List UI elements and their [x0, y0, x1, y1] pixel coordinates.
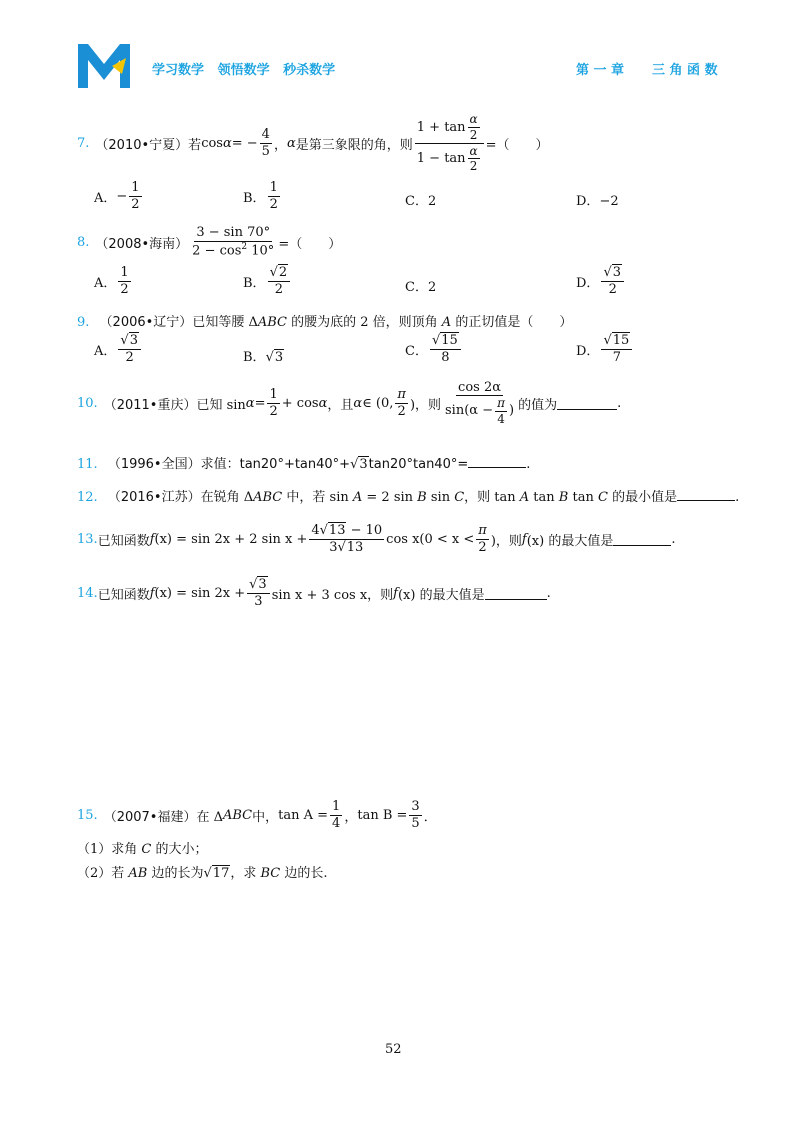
- frac-num: α: [469, 112, 478, 127]
- q12-text-7: tan: [568, 490, 598, 505]
- q10-alpha-2: α: [318, 395, 328, 411]
- q8-option-b: B． $\frac{√2}{2}$: [243, 266, 292, 296]
- part-text-2: 的大小；: [151, 842, 208, 857]
- radicand: 3: [274, 350, 284, 365]
- q11-text: 求值：tan20°+tan40°+: [200, 457, 351, 472]
- q14-text: 已知函数: [97, 587, 150, 603]
- frac-den: 2: [120, 281, 129, 297]
- answer-blank[interactable]: [557, 397, 617, 410]
- q9-option-a: A． $\frac{√3}{2}$: [94, 334, 143, 364]
- frac-den: 2: [125, 349, 134, 365]
- q7-eq: = −: [231, 135, 258, 151]
- frac-den: 2: [269, 403, 278, 419]
- q12-text-2: 中，若 sin: [282, 490, 353, 505]
- question-13: [77, 519, 675, 559]
- q11-period: .: [526, 457, 531, 472]
- frac-num: 1: [269, 386, 278, 402]
- q14-f: f: [149, 585, 155, 601]
- q10-text-6: 的值为: [518, 397, 558, 413]
- option-label: A．: [94, 190, 117, 206]
- answer-blank[interactable]: [613, 533, 671, 546]
- q15-abc: ABC: [222, 807, 253, 823]
- q9-abc: ABC: [257, 315, 287, 330]
- q7-alpha: α: [222, 135, 232, 151]
- option-label: A．: [94, 343, 117, 359]
- frac-den: 2: [608, 281, 617, 297]
- part-text-4: 边的长.: [280, 866, 328, 881]
- option-label: C．: [405, 343, 428, 359]
- header-section: 三 角 函 数: [652, 63, 718, 78]
- part-text: （2）若: [77, 866, 129, 881]
- q12-c-2: C: [597, 490, 608, 505]
- q12-text-5: ，则 tan: [464, 490, 520, 505]
- q7-tail: =（ ）: [485, 137, 549, 153]
- question-number: 11.: [77, 457, 98, 472]
- frac-num: 4: [261, 126, 270, 142]
- answer-blank[interactable]: [677, 488, 735, 501]
- frac-den: 2: [397, 403, 406, 419]
- q10-text-3: ，且: [327, 397, 354, 413]
- q15-text-2: 中，: [252, 809, 279, 825]
- question-source: （2010•宁夏）: [95, 137, 189, 153]
- q10-text-2: + cos: [281, 395, 319, 411]
- radicand: 13: [346, 539, 364, 555]
- logo: [78, 44, 130, 88]
- option-label: D．: [576, 194, 600, 209]
- q7-text-2: 是第三象限的角，则: [295, 137, 413, 153]
- q15-tana: tan A =: [278, 807, 329, 823]
- q10-eq: =: [254, 395, 266, 411]
- frac-den: 2: [131, 196, 140, 212]
- frac-den: 2: [274, 281, 283, 297]
- q7-option-b: [243, 181, 282, 211]
- part-var: C: [141, 842, 152, 857]
- option-label: A．: [94, 275, 117, 291]
- option-label: B．: [243, 275, 266, 291]
- q9-option-d: D． $\frac{√15}{7}$: [576, 334, 634, 364]
- q14-period: .: [546, 585, 551, 601]
- radicand: 3: [359, 457, 368, 472]
- q14-f-2: f: [393, 585, 398, 601]
- q7-fraction: [260, 128, 272, 158]
- question-number: 12.: [77, 490, 98, 505]
- question-number: 10.: [77, 395, 98, 411]
- frac-den: 2: [469, 159, 478, 174]
- q9-text: 已知等腰 Δ: [192, 315, 258, 330]
- q14-text-3: sin x + 3 cos x，则: [271, 587, 394, 603]
- q10-text-4: ∈ (0,: [362, 395, 394, 411]
- frac-den: 4: [332, 815, 341, 831]
- q12-b: B: [417, 490, 427, 505]
- question-number: 14.: [77, 585, 98, 601]
- frac-den-a: sin(α −: [445, 403, 494, 419]
- q15-tanb: tan B =: [357, 807, 408, 823]
- option-label: B．: [243, 190, 266, 206]
- question-number: 8.: [77, 234, 90, 250]
- q15-part-1: [77, 838, 208, 857]
- q8-tail: =（ ）: [278, 236, 342, 252]
- q9-text-3: 的正切值是（ ）: [451, 315, 573, 330]
- question-source: （2016•江苏）: [107, 490, 201, 505]
- frac-num: 3 − sin 70°: [196, 225, 271, 241]
- question-source: （2006•辽宁）: [99, 315, 193, 330]
- header-slogan: 学习数学 领悟数学 秒杀数学: [152, 63, 336, 78]
- frac-den: 5: [261, 143, 270, 159]
- radicand: 17: [212, 866, 230, 881]
- frac-num: α: [469, 143, 478, 158]
- frac-num: π: [497, 396, 505, 411]
- q12-text: 在锐角 Δ: [200, 490, 254, 505]
- q10-text: 已知 sin: [196, 397, 246, 413]
- q8-option-c: [405, 276, 436, 295]
- q13-text-4: )，则: [490, 533, 522, 549]
- radicand: 15: [441, 333, 458, 348]
- radicand: 3: [258, 576, 267, 592]
- frac-num: 3: [411, 798, 420, 814]
- frac-den-a: 3: [329, 539, 338, 555]
- q12-text-3: = 2 sin: [362, 490, 418, 505]
- q14-text-2: (x) = sin 2x +: [154, 585, 246, 601]
- part-text-3: ，求: [230, 866, 261, 881]
- q12-a-2: A: [519, 490, 530, 505]
- q12-text-8: 的最小值是: [607, 490, 678, 505]
- q13-text-5: (x) 的最大值是: [526, 533, 614, 549]
- q13-text-2: (x) = sin 2x + 2 sin x +: [154, 531, 308, 547]
- frac-den-sup: 2: [241, 241, 248, 252]
- frac-num-text: 1 + tan: [416, 119, 466, 135]
- q10-text-5: )，则: [409, 397, 442, 413]
- frac-den: 8: [441, 349, 450, 365]
- question-source: （2011•重庆）: [103, 397, 197, 413]
- option-label: D．: [576, 275, 600, 291]
- question-15: [77, 796, 437, 834]
- option-value: −2: [599, 194, 619, 209]
- frac-den: 5: [411, 815, 420, 831]
- q13-f-2: f: [521, 531, 527, 547]
- radicand: 15: [612, 333, 630, 348]
- option-label: B．: [243, 350, 266, 365]
- answer-blank[interactable]: [485, 587, 547, 600]
- q9-a: A: [441, 315, 452, 330]
- page-number: 52: [385, 1042, 402, 1057]
- frac-num: 1: [269, 180, 278, 195]
- question-source: （2007•福建）: [103, 809, 197, 825]
- part-var-2: BC: [260, 866, 281, 881]
- frac-den-b: ): [508, 403, 515, 419]
- q11-text-2: tan20°tan40°=: [368, 457, 469, 472]
- q7-big-fraction: [415, 113, 484, 172]
- question-14: 14. 已知函数 f (x) = sin 2x + $\frac{√3}{3}$ sin x + 3 cos x，则 f (x) 的最大值是 .: [77, 576, 551, 609]
- q9-option-c: C． $\frac{√15}{8}$: [405, 334, 463, 364]
- option-value: 2: [427, 280, 437, 295]
- q15-part-2: （2）若 AB 边的长为√17，求 BC 边的长.: [77, 866, 328, 881]
- q12-period: .: [735, 490, 740, 505]
- header-chapter: 第 一 章: [576, 63, 625, 78]
- frac-den: 2: [469, 127, 478, 142]
- q10-big-fraction: [443, 381, 516, 426]
- q12-abc: ABC: [253, 490, 283, 505]
- option-label: C．: [405, 194, 428, 209]
- part-text-2: 边的长为: [147, 866, 204, 881]
- frac-den: 3: [254, 593, 263, 609]
- question-number: 7.: [77, 135, 90, 151]
- question-number: 15.: [77, 807, 98, 823]
- radicand: 2: [278, 265, 288, 280]
- question-12: [77, 486, 739, 505]
- option-value: 2: [427, 194, 437, 209]
- q7-option-d: [576, 190, 619, 209]
- part-var: AB: [128, 866, 148, 881]
- question-number: 13.: [77, 531, 98, 547]
- frac-num: 1: [131, 180, 140, 195]
- q12-b-2: B: [558, 490, 569, 505]
- logo-m-icon: [78, 44, 130, 88]
- q8-option-d: D． $\frac{√3}{2}$: [576, 266, 626, 296]
- question-source: （1996•全国）: [107, 457, 201, 472]
- question-source: （2008•海南）: [95, 236, 189, 252]
- question-number: 9.: [77, 315, 90, 330]
- q13-fraction: $\frac{4√13 - 10}{3√13}$: [311, 522, 383, 555]
- part-text: （1）求角: [77, 842, 142, 857]
- q8-fraction: [190, 226, 276, 258]
- frac-den-b: 10°: [247, 243, 275, 259]
- radicand: 13: [328, 522, 346, 538]
- q10-alpha: α: [245, 395, 255, 411]
- q7-comma: ，: [273, 137, 287, 153]
- option-label: C．: [405, 280, 428, 295]
- q9-text-2: 的腰为底的 2 倍，则顶角: [286, 315, 442, 330]
- frac-den: 4: [497, 411, 505, 426]
- q14-text-4: (x) 的最大值是: [397, 587, 485, 603]
- q8-option-a: [94, 266, 133, 296]
- q7-option-c: [405, 190, 436, 209]
- q10-period: .: [617, 395, 622, 411]
- q13-period: .: [671, 531, 676, 547]
- q15-period: ．: [423, 809, 437, 825]
- question-8: [77, 222, 341, 262]
- question-10: [77, 380, 621, 426]
- q15-comma: ，: [344, 809, 358, 825]
- question-9: [77, 311, 572, 330]
- q13-text: 已知函数: [97, 533, 150, 549]
- q13-f: f: [149, 531, 155, 547]
- answer-blank[interactable]: [468, 455, 526, 468]
- frac-num: 1: [332, 798, 341, 814]
- frac-den-a: 2 − cos: [192, 243, 242, 259]
- frac-den-text: 1 − tan: [416, 150, 466, 166]
- option-label: D．: [576, 343, 600, 359]
- frac-den: 2: [478, 539, 487, 555]
- q12-text-6: tan: [529, 490, 559, 505]
- q15-text: 在 Δ: [196, 809, 223, 825]
- radicand: 3: [612, 265, 622, 280]
- option-neg: −: [116, 188, 128, 204]
- frac-num: π: [478, 522, 487, 538]
- q12-a: A: [352, 490, 363, 505]
- q7-text: 若: [188, 137, 202, 153]
- frac-den: 2: [269, 196, 278, 212]
- frac-num-a: 4: [311, 522, 320, 538]
- frac-den: 7: [612, 349, 621, 365]
- q7-cos: cos: [201, 135, 223, 151]
- frac-num-b: − 10: [346, 522, 383, 538]
- question-11: 11. （1996•全国）求值：tan20°+tan40°+√3tan20°tan40°= .: [77, 457, 531, 472]
- q7-alpha-2: α: [286, 135, 296, 151]
- q13-text-3: cos x(0 < x <: [386, 531, 475, 547]
- question-7: [77, 111, 549, 175]
- q12-text-4: sin: [426, 490, 455, 505]
- radicand: 3: [129, 333, 138, 348]
- q7-option-a: [94, 181, 144, 211]
- q12-c: C: [454, 490, 465, 505]
- q9-option-b: B．√3: [243, 350, 284, 365]
- frac-num: π: [397, 386, 406, 402]
- q10-alpha-3: α: [353, 395, 363, 411]
- frac-num: 1: [120, 265, 129, 280]
- frac-num: cos 2α: [458, 379, 502, 395]
